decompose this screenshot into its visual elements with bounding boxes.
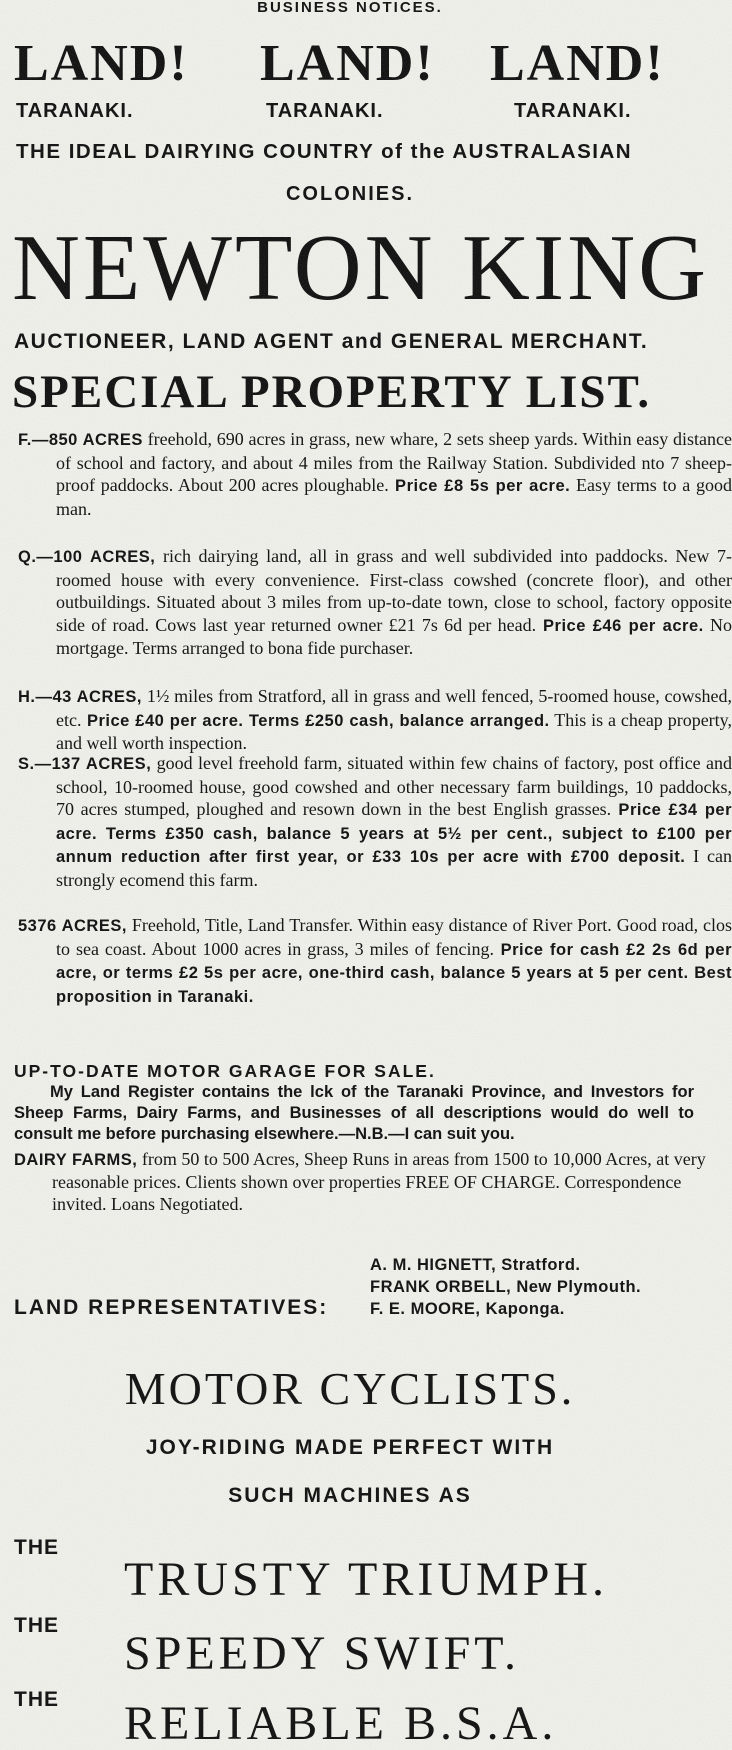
property-price: Price for cash £2 2s 6d per acre, or terms £2 5s per acre, one-third cash, balance 5 years at 5 per cent. Best proposition in Taranaki. [56, 940, 732, 1006]
advertiser-name: NEWTON KING [12, 216, 709, 320]
dairy-lead: DAIRY FARMS, [14, 1151, 138, 1169]
article-the-1: THE [14, 1536, 59, 1559]
tagline-line-1: THE IDEAL DAIRYING COUNTRY of the AUSTRALASIAN [16, 140, 633, 163]
machine-reliable-bsa: RELIABLE B.S.A. [124, 1697, 558, 1750]
property-price: Price £8 5s per acre. [388, 477, 571, 495]
article-the-3: THE [14, 1688, 59, 1711]
motor-ad-line-2: SUCH MACHINES AS [228, 1484, 472, 1507]
property-item [18, 685, 732, 755]
property-item [18, 752, 732, 891]
garage-heading: UP-TO-DATE MOTOR GARAGE FOR SALE. [14, 1061, 436, 1081]
representative [370, 1254, 690, 1276]
property-lead: F.—850 ACRES [18, 431, 143, 449]
property-text: freehold, 690 acres in grass, new whare, 2 sets sheep yards. Within easy distance of school and factory, and about 4 miles from the Railway Station. Subdivided nto 7 sheep-proof paddocks. About 200 acres ploughable. [56, 429, 732, 495]
property-lead: S.—137 ACRES, [18, 755, 152, 773]
property-item [18, 428, 732, 520]
property-lead: 5376 ACRES, [18, 917, 127, 935]
property-price: Price £34 per acre. Terms £350 cash, balance 5 years at 5½ per cent., subject to £100 per annum reduction after first year, or £33 10s per acre with £700 deposit. [56, 801, 732, 866]
region-word-2: TARANAKI. [266, 100, 384, 122]
advertiser-occupation: AUCTIONEER, LAND AGENT and GENERAL MERCHANT. [14, 330, 649, 353]
property-text-2: Easy terms to a good man. [56, 475, 732, 519]
representatives-label: LAND REPRESENTATIVES: [14, 1296, 329, 1319]
rep-name: FRANK ORBELL, [370, 1278, 512, 1296]
representative [370, 1298, 690, 1320]
property-lead: H.—43 ACRES, [18, 688, 142, 706]
region-word-3: TARANAKI. [514, 100, 632, 122]
section-header: BUSINESS NOTICES. [257, 0, 443, 16]
rep-town: Stratford. [501, 1256, 581, 1274]
property-text-2: This is a cheap property, and well worth inspection. [56, 709, 732, 753]
rep-town: Kaponga. [485, 1300, 565, 1318]
property-text: good level freehold farm, situated within few chains of factory, post office and school, 10-roomed house, good cowshed and other necessary farm buildings, 10 paddocks, 70 acres stumped, ploughed and resown down in the best English grasses. [56, 753, 732, 819]
motor-ad-line-1: JOY-RIDING MADE PERFECT WITH [145, 1436, 555, 1459]
property-text: Freehold, Title, Land Transfer. Within easy distance of River Port. Good road, clos to sea coast. About 1000 acres in grass, 3 miles of fencing. [56, 915, 732, 959]
representatives-list [370, 1254, 690, 1320]
machine-trusty-triumph: TRUSTY TRIUMPH. [124, 1553, 609, 1606]
property-item [18, 914, 732, 1008]
land-register-notice: My Land Register contains the lck of the Taranaki Province, and Investors for Sheep Farms, Dairy Farms, and Businesses of all descriptions would do well to consult me before purchasing elsewhere.—N.B.—I can suit you. [14, 1083, 694, 1143]
property-list-title: SPECIAL PROPERTY LIST. [12, 366, 652, 418]
property-price: Price £46 per acre. [536, 616, 704, 635]
rep-town: New Plymouth. [516, 1278, 642, 1296]
property-text-2: I can strongly ecomend this farm. [56, 846, 732, 890]
representative [370, 1276, 690, 1298]
region-banner [16, 100, 700, 124]
property-text: rich dairying land, all in grass and well subdivided into paddocks. New 7-roomed house with every convenience. First-class cowshed (concrete floor), and other outbuildings. Situated about 3 miles from up-to-date town, close to school, factory opposite side of road. Cows last year returned owner £21 7s 6d per head. [56, 546, 732, 635]
motor-cyclists-title: MOTOR CYCLISTS. [124, 1363, 576, 1414]
property-price: Price £40 per acre. Terms £250 cash, balance arranged. [81, 711, 550, 730]
property-text-2: No mortgage. Terms arranged to bona fide purchaser. [56, 614, 732, 658]
property-lead: Q.—100 ACRES, [18, 548, 156, 566]
land-word-2: LAND! [260, 35, 435, 92]
machine-speedy-swift: SPEEDY SWIFT. [124, 1627, 521, 1680]
region-word-1: TARANAKI. [16, 100, 134, 122]
property-item [18, 545, 732, 660]
land-word-1: LAND! [14, 35, 189, 92]
rep-name: A. M. HIGNETT, [370, 1256, 497, 1274]
dairy-text: from 50 to 500 Acres, Sheep Runs in areas from 1500 to 10,000 Acres, at very reasonable prices. Clients shown over properties FREE OF CHARGE. Correspondence invited. Loans Negotiated. [52, 1149, 706, 1214]
land-banner [14, 35, 694, 92]
tagline-line-2: COLONIES. [285, 183, 414, 205]
article-the-2: THE [14, 1614, 59, 1637]
property-text: 1½ miles from Stratford, all in grass and well fenced, 5-roomed house, cowshed, etc. [56, 686, 732, 730]
land-word-3: LAND! [490, 35, 665, 92]
dairy-farms-notice [14, 1148, 732, 1215]
rep-name: F. E. MOORE, [370, 1300, 481, 1318]
